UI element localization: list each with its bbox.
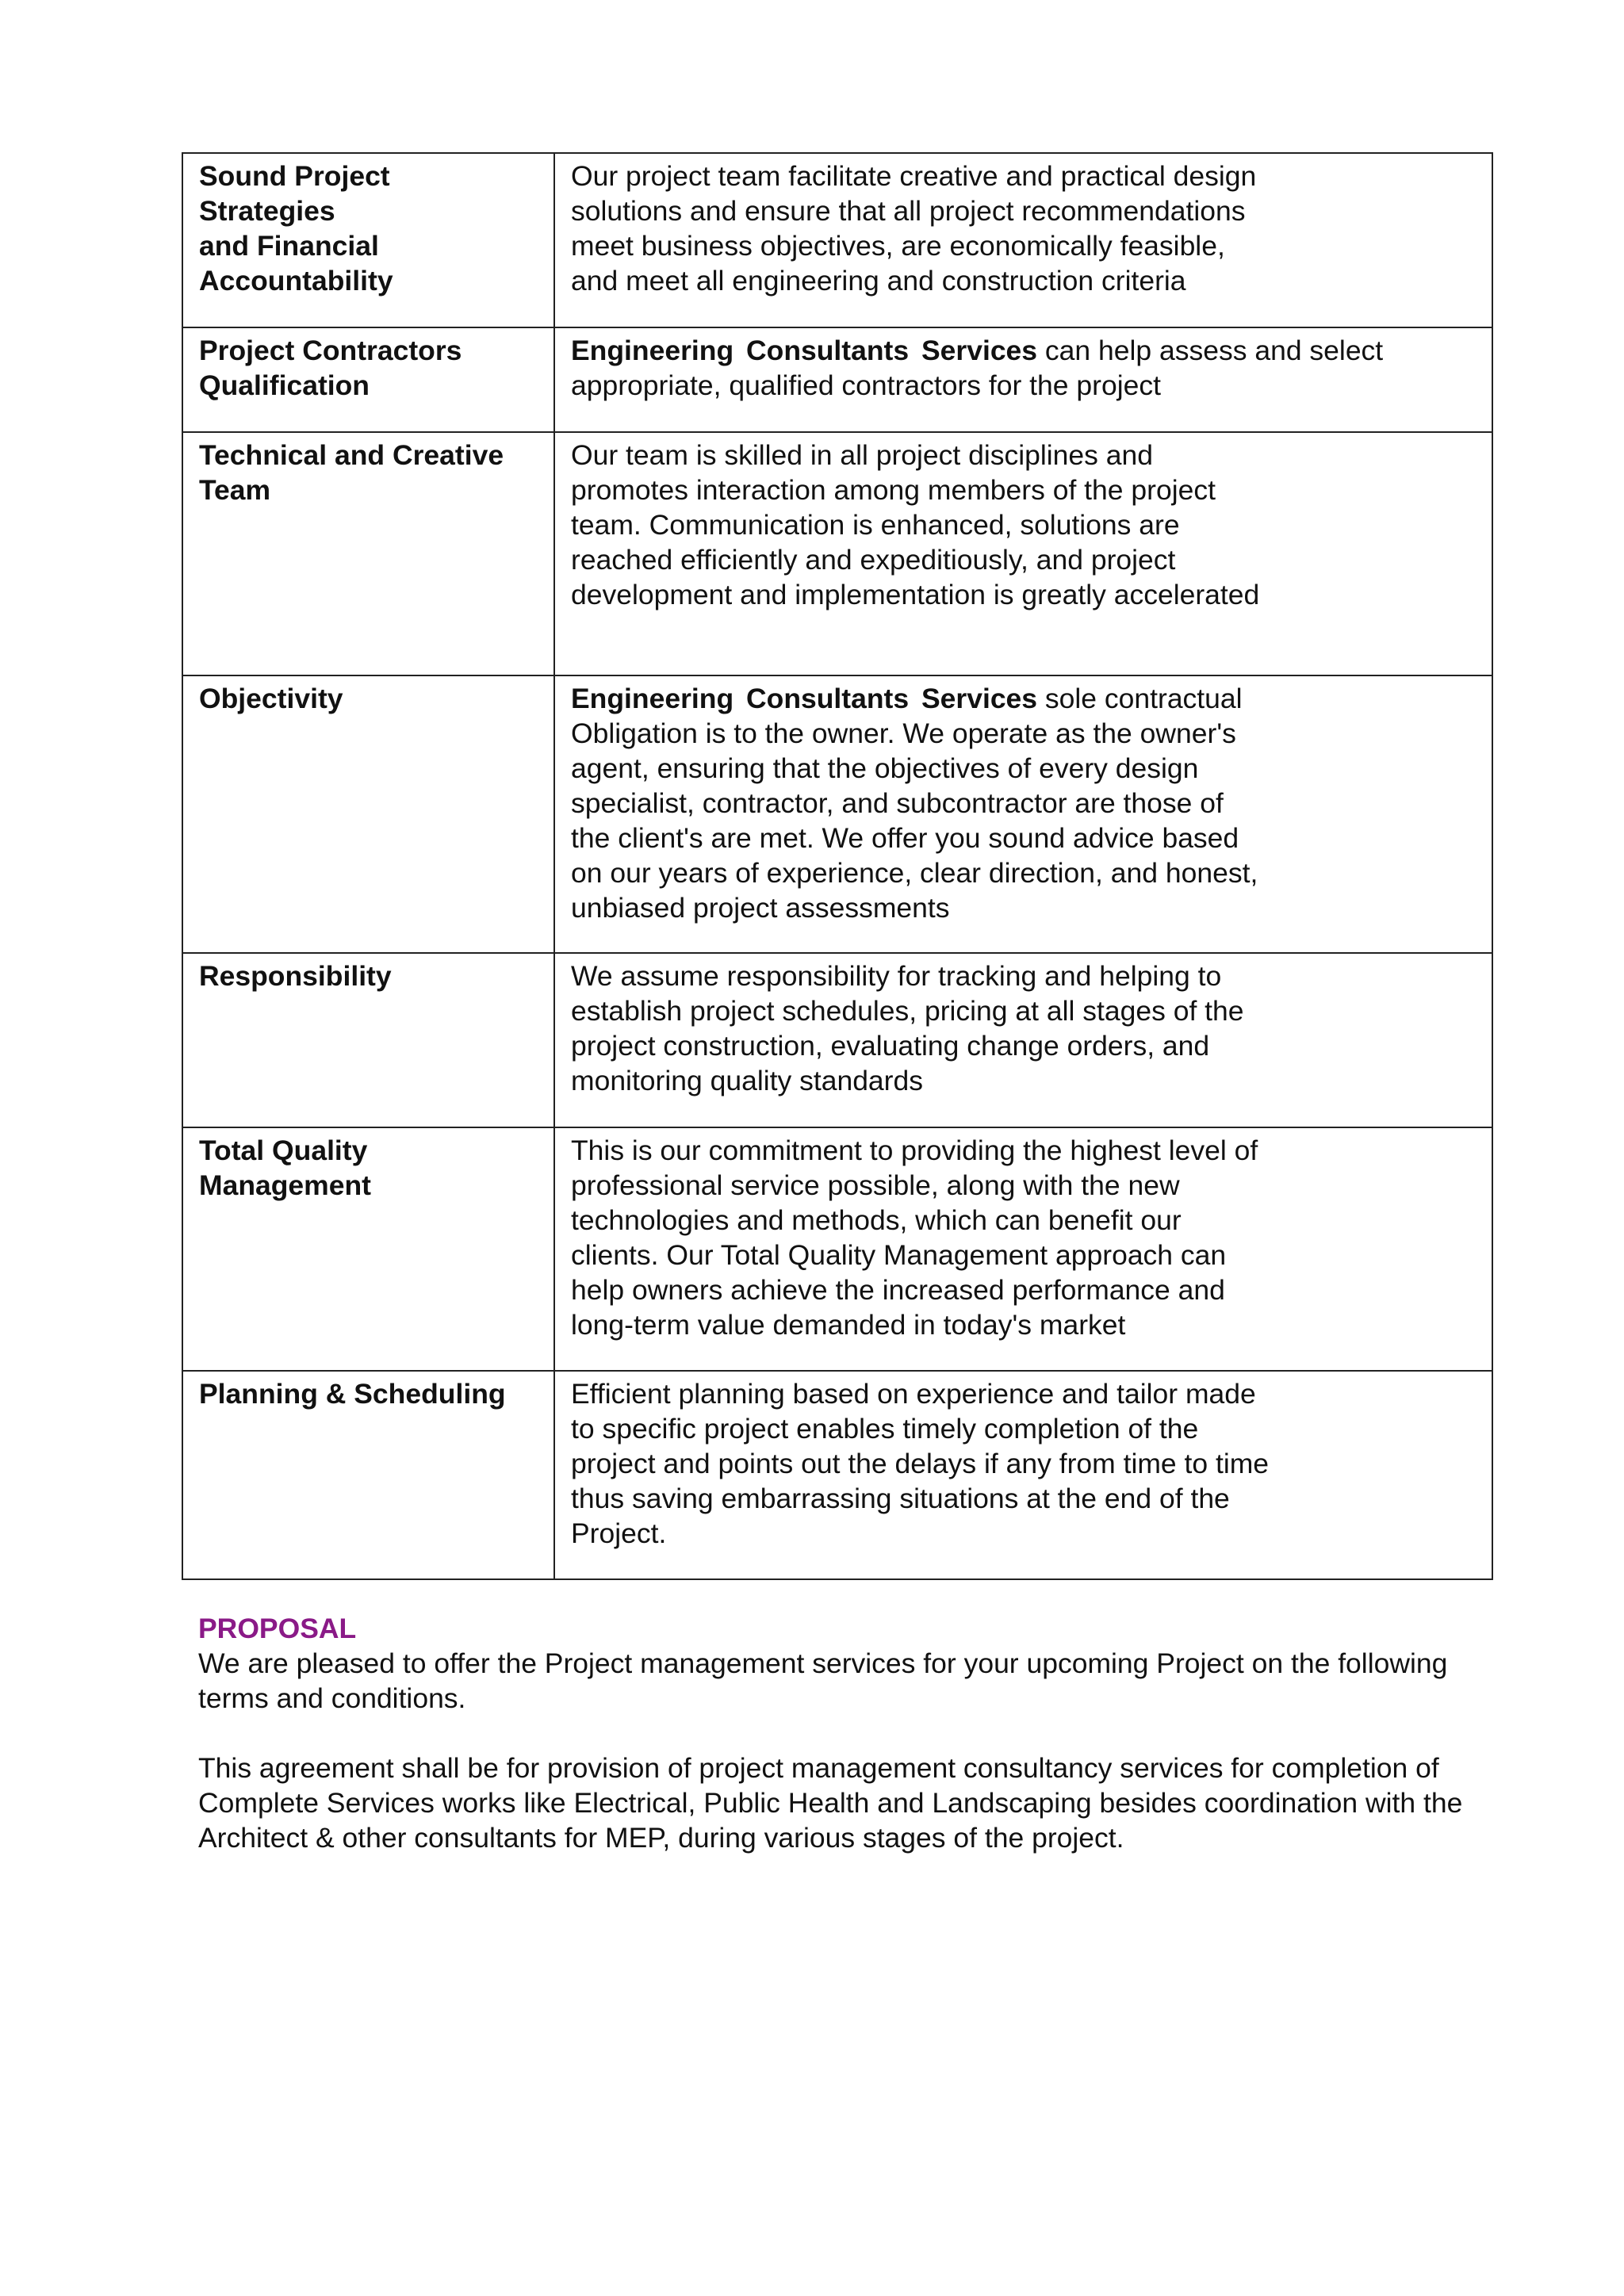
proposal-paragraph-1: We are pleased to offer the Project management services for your upcoming Project on the following terms and conditions.	[198, 1647, 1448, 1714]
row-label-text: Sound Project Strategies and Financial Accountability	[199, 160, 393, 297]
row-description-rest: sole contractual Obligation is to the owner. We operate as the owner's agent, ensuring that the objectives of every design specialist, contractor, and subcontractor are those of the client's are met. We offer you sound advice based on our years of experience, clear direction, and honest, unbiased project assessments	[571, 683, 1258, 924]
table-row	[182, 153, 1492, 327]
row-label	[182, 153, 554, 327]
row-description-text: We assume responsibility for tracking and helping to establish project schedules, pricing at all stages of the project construction, evaluating change orders, and monitoring quality standards	[571, 960, 1244, 1096]
row-description-text	[571, 333, 1460, 403]
row-label	[182, 675, 554, 953]
table-row	[182, 1127, 1492, 1371]
row-label-text: Project Contractors Qualification	[199, 335, 462, 401]
services-features-table	[182, 152, 1493, 1580]
table-row	[182, 675, 1492, 953]
table-row	[182, 327, 1492, 432]
company-name: Engineering Consultants Services	[571, 335, 1038, 366]
row-description-text	[571, 681, 1460, 925]
row-description	[554, 432, 1492, 675]
table-row	[182, 432, 1492, 675]
table-row	[182, 1371, 1492, 1579]
row-description	[554, 1371, 1492, 1579]
row-label-text: Total Quality Management	[199, 1135, 371, 1201]
row-description	[554, 1127, 1492, 1371]
proposal-heading: PROPOSAL	[198, 1613, 357, 1644]
proposal-section	[198, 1611, 1467, 1890]
row-description-rest: can help assess and select appropriate, qualified contractors for the project	[571, 335, 1384, 401]
company-name: Engineering Consultants Services	[571, 683, 1038, 714]
row-label	[182, 1127, 554, 1371]
proposal-paragraph-2: This agreement shall be for provision of project management consultancy services for completion of Complete Services works like Electrical, Public Health and Landscaping besides coordination with the Architect & other consultants for MEP, during various stages of the project.	[198, 1752, 1463, 1854]
row-label	[182, 327, 554, 432]
row-label	[182, 1371, 554, 1579]
row-description-text: Our project team facilitate creative and practical design solutions and ensure that all project recommendations meet business objectives, are economically feasible, and meet all engineering and construction criteria	[571, 160, 1257, 297]
row-label-text: Planning & Scheduling	[199, 1378, 506, 1410]
row-description-text: This is our commitment to providing the highest level of professional service possible, along with the new technologies and methods, which can benefit our clients. Our Total Quality Management approach can help owners achieve the increased performance and long-term value demanded in today's market	[571, 1135, 1258, 1341]
row-label	[182, 953, 554, 1127]
row-description-text: Our team is skilled in all project disciplines and promotes interaction among members of the project team. Communication is enhanced, solutions are reached efficiently and expeditiously, and project development and implementation is greatly accelerated	[571, 439, 1260, 610]
row-description	[554, 675, 1492, 953]
row-label-text: Responsibility	[199, 960, 392, 992]
row-description	[554, 953, 1492, 1127]
row-label-text: Objectivity	[199, 683, 343, 714]
table-row	[182, 953, 1492, 1127]
row-description	[554, 327, 1492, 432]
row-label-text: Technical and Creative Team	[199, 439, 504, 506]
row-label	[182, 432, 554, 675]
row-description-text: Efficient planning based on experience and tailor made to specific project enables timely completion of the project and points out the delays if any from time to time thus saving embarrassing situations at the end of the Project.	[571, 1378, 1270, 1549]
row-description	[554, 153, 1492, 327]
